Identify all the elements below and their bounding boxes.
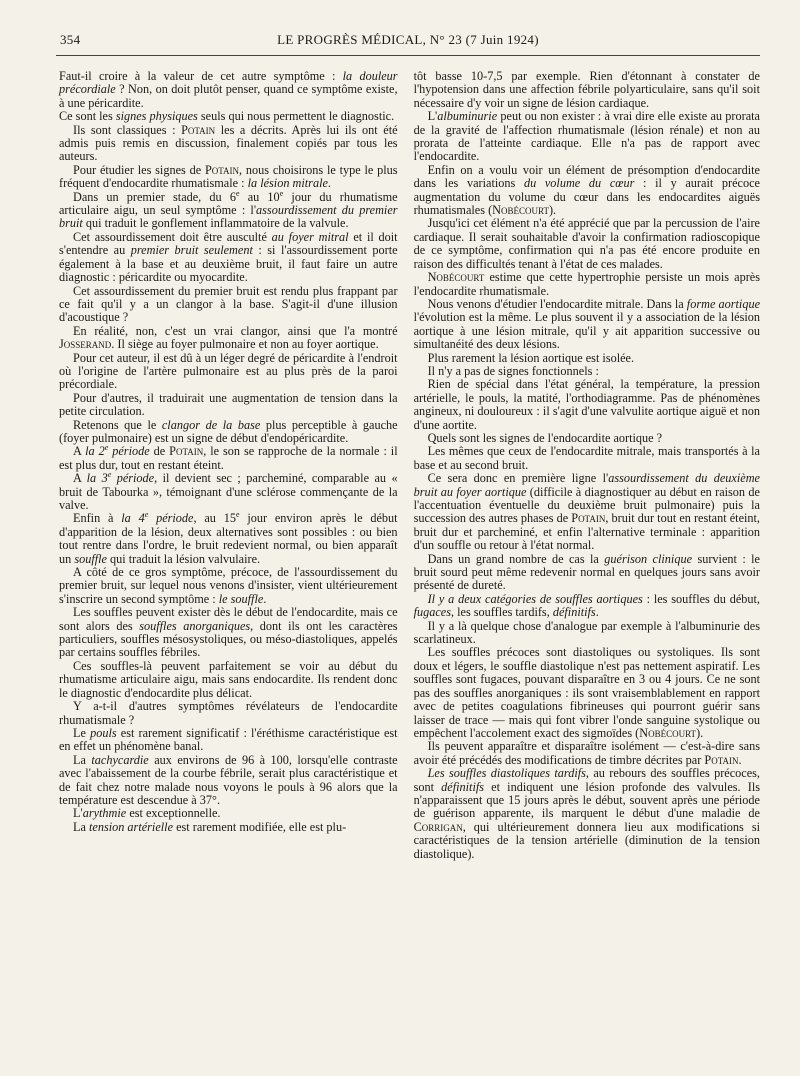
- paragraph: Les souffles peuvent exister dès le début de l'endocardite, mais ce sont alors des souffles anorganiques, dont ils ont les caractères particuliers, souffles mésosystoliques, ou méso-diastoliques, appelés par certains souffles fébriles.: [59, 605, 398, 660]
- paragraph: L'albuminurie peut ou non exister : à vrai dire elle existe au prorata de la gravité de l'affection rhumatismale (lésion rénale) et non au prorata de l'atteinte cardiaque. Elle n'a pas de rapport avec l'endocardite.: [413, 109, 760, 164]
- paragraph: Il y a deux catégories de souffles aortiques : les souffles du début, fugaces, les souffles tardifs, définitifs.: [413, 591, 760, 620]
- right-column: [414, 70, 760, 861]
- paragraph: Ce sont les signes physiques seuls qui nous permettent le diagnostic.: [59, 109, 395, 124]
- paragraph: Il y a là quelque chose d'analogue par exemple à l'albuminurie des scarlatineux.: [413, 618, 760, 647]
- paragraph: Les mêmes que ceux de l'endocardite mitrale, mais transportés à la base et au second bruit.: [413, 444, 760, 472]
- paragraph: A la 3e période, il devient sec ; parcheminé, comparable au « bruit de Tabourka », témoignant d'une sclérose commençante de la valve.: [59, 470, 398, 512]
- text-columns: [56, 70, 760, 861]
- paragraph: La tachycardie aux environs de 96 à 100, lorsqu'elle contraste avec l'abaissement de la courbe fébrile, serait plus caractéristique et de fait chez notre malade nous voyons le pouls à 96 alors que la température est descendue à 37°.: [59, 752, 398, 807]
- paragraph: Le pouls est rarement significatif : l'éréthisme caractéristique est en effet un phénomène banal.: [59, 725, 398, 754]
- paragraph: Pour étudier les signes de Potain, nous choisirons le type le plus fréquent d'endocardite rhumatismale : la lésion mitrale.: [59, 162, 398, 191]
- paragraph: Les souffles précoces sont diastoliques ou systoliques. Ils sont doux et légers, le souffle diastolique n'est pas nettement aspiratif. Les souffles sont fugaces, pouvant disparaître en 3 ou 4 jours. Ce ne sont pas des souffles anorganiques : ils sont vraisemblablement en rapport avec de petites coagulations fibrineuses qui pourront guérir sans laisser de trace — mais qui font vibrer l'onde sanguine systolique ou empêchent l'accolement exact des sigmoïdes (Nobécourt).: [413, 645, 760, 740]
- paragraph: Faut-il croire à la valeur de cet autre symptôme : la douleur précordiale ? Non, on doit plutôt penser, quand ce symptôme existe, à une péricardite.: [59, 69, 398, 110]
- paragraph: La tension artérielle est rarement modifiée, elle est plu-: [73, 819, 347, 834]
- paragraph: Y a-t-il d'autres symptômes révélateurs de l'endocardite rhumatismale ?: [59, 699, 398, 727]
- paragraph: Retenons que le clangor de la base plus perceptible à gauche (foyer pulmonaire) est un signe de début d'endopéricardite.: [59, 417, 398, 445]
- paragraph: Dans un premier stade, du 6e au 10e jour du rhumatisme articulaire aigu, un seul symptôme : l'assourdissement du premier bruit qui traduit le gonflement inflammatoire de la valvule.: [59, 188, 398, 231]
- paragraph: Les souffles diastoliques tardifs, au rebours des souffles précoces, sont définitifs et indiquent une lésion profonde des valvules. Ils n'apparaissent que 15 jours après le début, souvent après une période de guérison apparente, ils marquent le début d'une maladie de Corrigan, qui ultérieurement donnera lieu aux modifications si caractéristiques de la tension artérielle (diminution de la tension diastolique).: [413, 766, 760, 861]
- paragraph: Rien de spécial dans l'état général, la température, la pression artérielle, le pouls, la matité, l'orthodiagramme. Pas de phénomènes angineux, ni douloureux : il s'agit d'une valvulite aortique aiguë et non d'une aortite.: [413, 377, 760, 432]
- paragraph: tôt basse 10-7,5 par exemple. Rien d'étonnant à constater de l'hypotension dans une affection fébrile polyarticulaire, sans qu'il soit nécessaire d'y voir un signe de lésion cardiaque.: [413, 69, 760, 110]
- paragraph: Ce sera donc en première ligne l'assourdissement du deuxième bruit au foyer aortique (difficile à diagnostiquer au début en raison de l'accentuation éventuelle du deuxième bruit pulmonaire) puis la succession des autres phases de Potain, bruit dur tout en restant éteint, bruit dur et parcheminé, et enfin l'alternative terminale : apparition d'un souffle ou retour à l'état normal.: [413, 471, 760, 553]
- paragraph: Pour cet auteur, il est dû à un léger degré de péricardite à l'endroit où l'origine de l'artère pulmonaire est au plus près de la paroi précordiale.: [59, 350, 398, 392]
- paragraph: Enfin à la 4e période, au 15e jour environ après le début d'apparition de la lésion, deux alternatives sont possibles : ou bien tout rentre dans l'ordre, le bruit redevient normal, ou bien apparaît un souffle qui traduit la lésion valvulaire.: [59, 510, 398, 566]
- paragraph: Cet assourdissement doit être ausculté au foyer mitral et il doit s'entendre au premier bruit seulement : si l'assourdissement porte également à la base et au deuxième bruit, il faut faire un autre diagnostic : péricardite ou myocardite.: [59, 229, 398, 285]
- paragraph: A côté de ce gros symptôme, précoce, de l'assourdissement du premier bruit, sur lequel nous venons d'insister, vient ultérieurement s'inscrire un second symptôme : le souffle.: [59, 565, 398, 606]
- paragraph: Enfin on a voulu voir un élément de présomption d'endocardite dans les variations du volume du cœur : il y aurait précoce augmentation du volume du cœur dans les endocardites aiguës rhumatismales (Nobécourt).: [413, 162, 760, 218]
- paragraph: Il n'y a pas de signes fonctionnels :: [427, 363, 599, 378]
- paragraph: Ils sont classiques : Potain les a décrits. Après lui ils ont été admis puis remis en discussion, finalement copiés par tous les auteurs.: [59, 122, 398, 164]
- paragraph: Quels sont les signes de l'endocardite aortique ?: [427, 430, 663, 445]
- paragraph: Cet assourdissement du premier bruit est rendu plus frappant par ce fait qu'il y a un clangor à la base. S'agit-il d'une illusion d'acoustique ?: [59, 283, 398, 325]
- paragraph: Ils peuvent apparaître et disparaître isolément — c'est-à-dire sans avoir été précédés des modifications de timbre décrites par Potain.: [413, 739, 760, 767]
- left-column: [59, 70, 398, 861]
- running-head: [56, 28, 760, 48]
- paragraph: En réalité, non, c'est un vrai clangor, ainsi que l'a montré Josserand. Il siège au foyer pulmonaire et non au foyer aortique.: [59, 323, 398, 352]
- paragraph: Dans un grand nombre de cas la guérison clinique survient : le bruit sourd peut même redevenir normal en quelques jours sans avoir présenté de dureté.: [413, 551, 760, 593]
- header-rule: [56, 55, 760, 56]
- paragraph: A la 2e période de Potain, le son se rapproche de la normale : il est plus dur, tout en restant éteint.: [59, 443, 398, 472]
- page-number: 354: [60, 32, 81, 47]
- paragraph: Ces souffles-là peuvent parfaitement se voir au début du rhumatisme articulaire aigu, mais sans endocardite. Ils rendent donc le diagnostic d'endocardite plus délicat.: [59, 658, 398, 700]
- paragraph: Pour d'autres, il traduirait une augmentation de tension dans la petite circulation.: [59, 390, 398, 419]
- paragraph: Plus rarement la lésion aortique est isolée.: [427, 350, 635, 365]
- paragraph: Nobécourt estime que cette hypertrophie persiste un mois après l'endocardite rhumatismale.: [413, 270, 760, 298]
- journal-title: LE PROGRÈS MÉDICAL, N° 23 (7 Juin 1924): [277, 32, 539, 47]
- paragraph: Nous venons d'étudier l'endocardite mitrale. Dans la forme aortique l'évolution est la même. Le plus souvent il y a association de la lésion aortique à une lésion mitrale, qu'il y ait apparition successive ou simultanéité des deux lésions.: [413, 296, 761, 352]
- paragraph: L'arythmie est exceptionnelle.: [73, 806, 221, 821]
- paragraph: Jusqu'ici cet élément n'a été apprécié que par la percussion de l'aire cardiaque. Il serait souhaitable d'avoir la confirmation radioscopique de ce symptôme, confirmation qui n'a pas été encore produite en raison des difficultés tenant à l'état de ces malades.: [413, 216, 760, 271]
